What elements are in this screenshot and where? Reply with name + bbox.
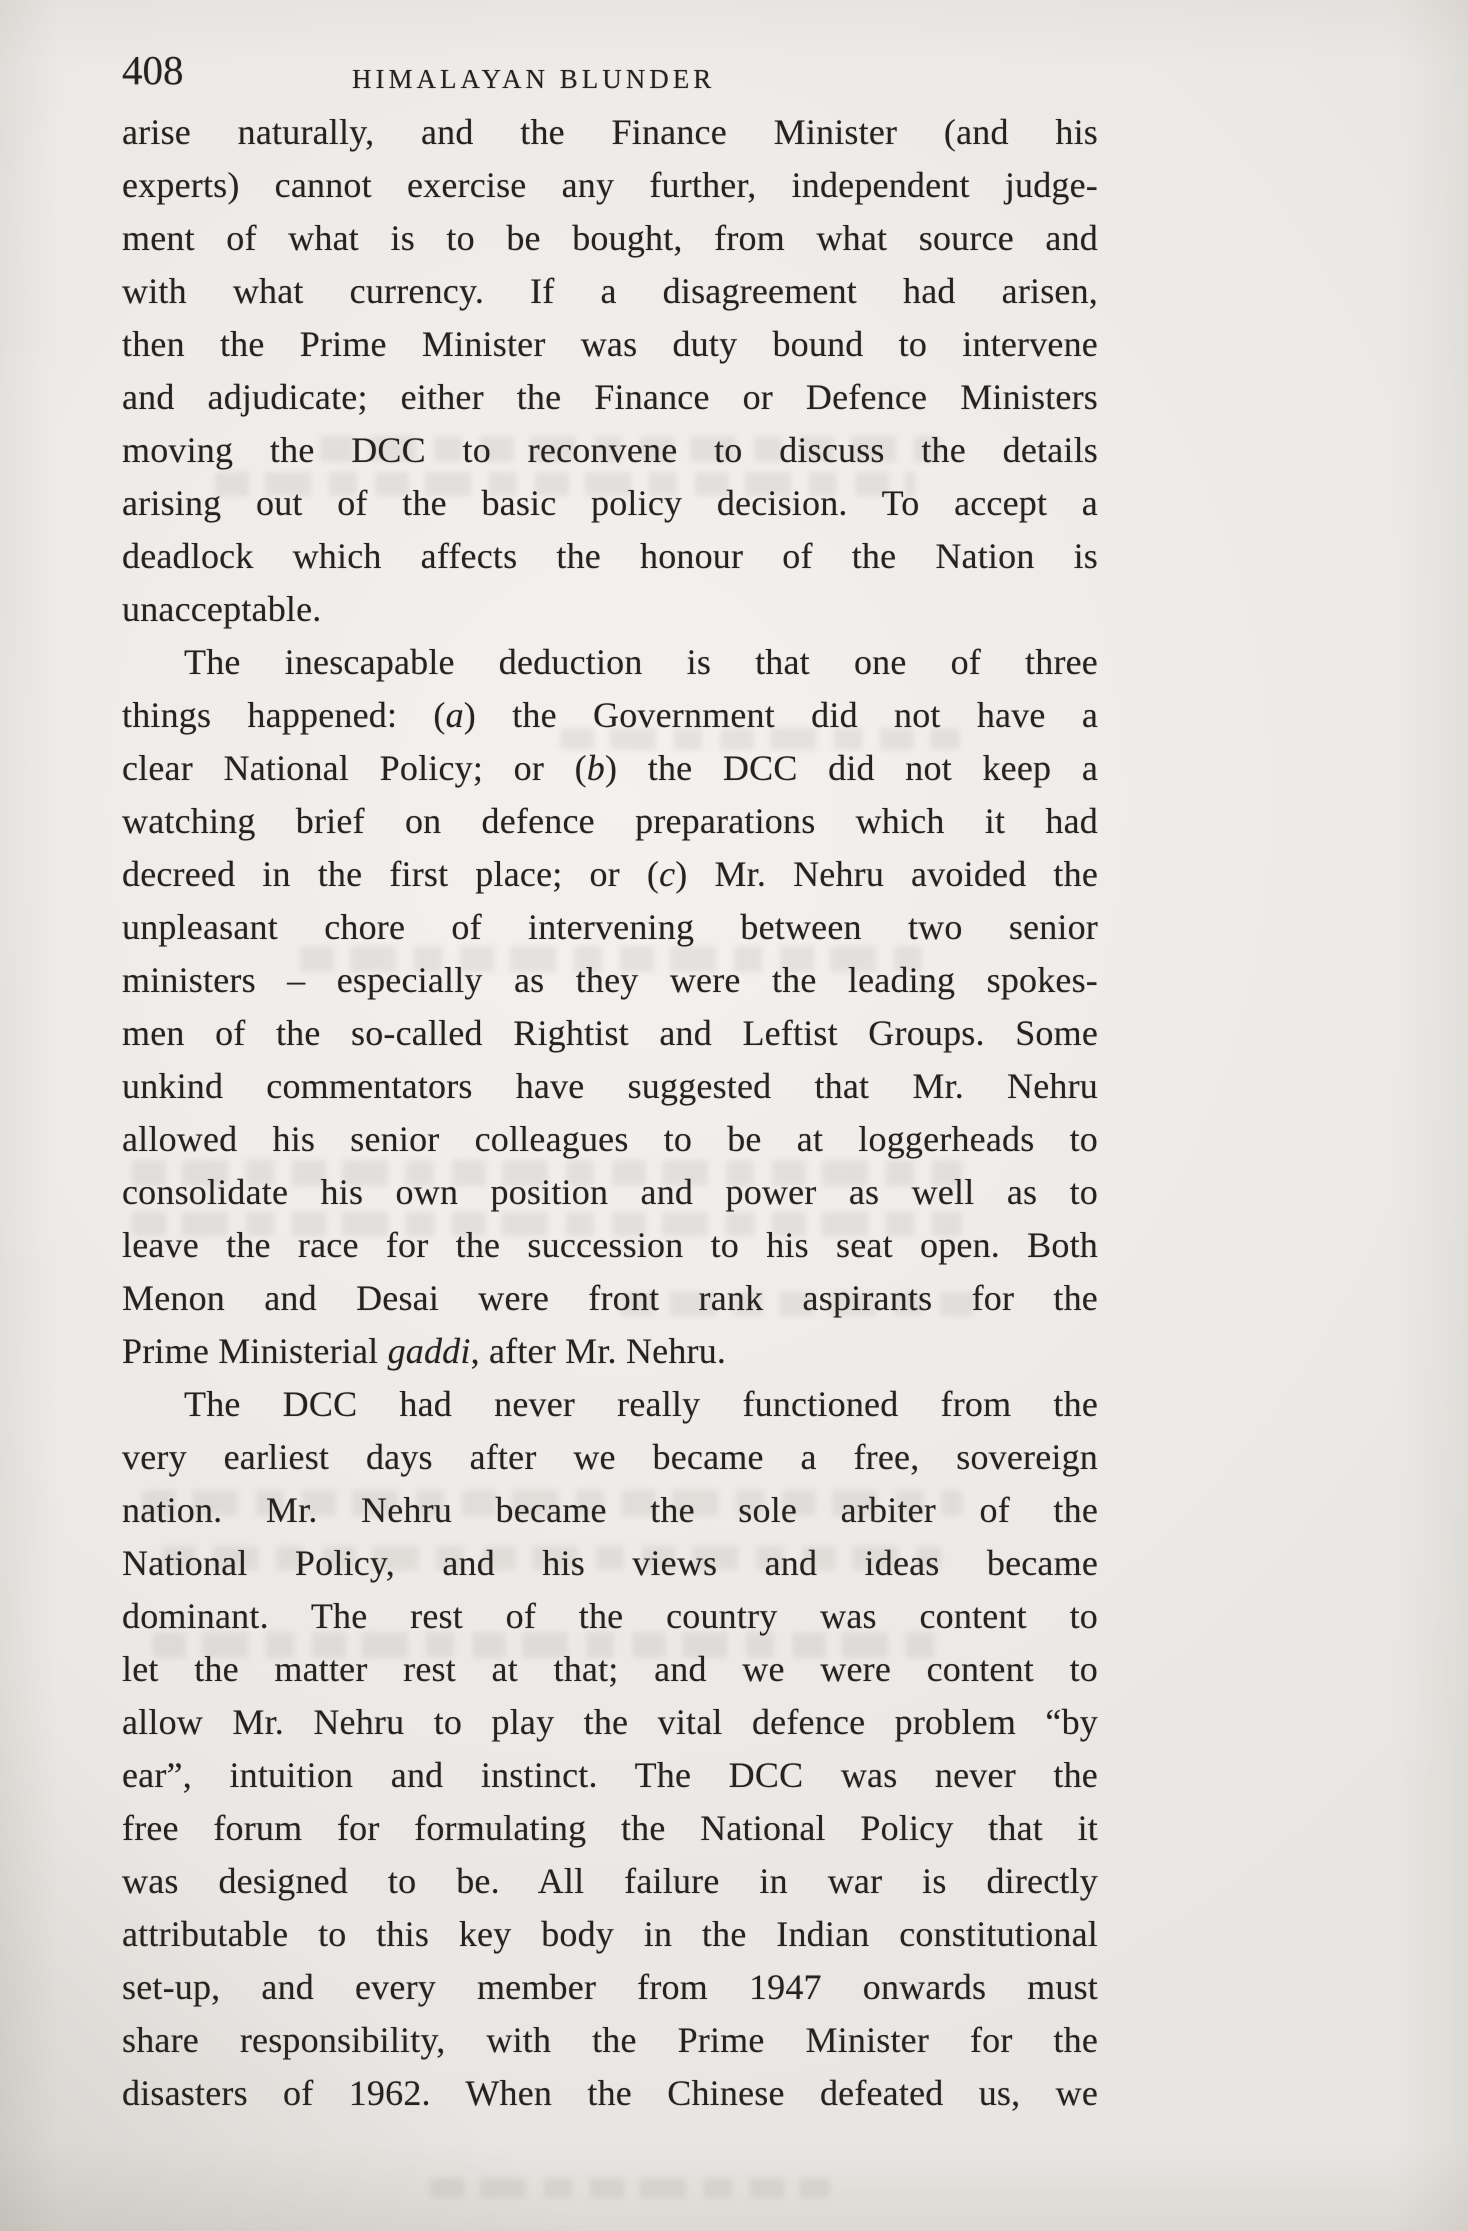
text-line: watching brief on defence preparations which it had [122, 801, 1098, 841]
text-line: set-up, and every member from 1947 onwards must [122, 1967, 1098, 2007]
text-line: nation. Mr. Nehru became the sole arbiter of the [122, 1490, 1098, 1530]
paragraph [122, 106, 1098, 636]
italic-text: b [586, 748, 605, 788]
text-segment: , after Mr. Nehru. [470, 1331, 727, 1371]
italic-text: gaddi [387, 1331, 471, 1371]
text-segment: clear National Policy; or ( [122, 748, 587, 788]
text-line: with what currency. If a disagreement had arisen, [122, 271, 1098, 311]
italic-text: a [445, 695, 464, 735]
text-line: experts) cannot exercise any further, independent judge- [122, 165, 1098, 205]
text-segment: Prime Ministerial [122, 1331, 388, 1371]
text-segment: things happened: ( [122, 695, 446, 735]
text-line: leave the race for the succession to his seat open. Both [122, 1225, 1098, 1265]
text-line: arise naturally, and the Finance Minister (and his [122, 112, 1098, 152]
text-line: dominant. The rest of the country was content to [122, 1596, 1098, 1636]
text-line: National Policy, and his views and ideas became [122, 1543, 1098, 1583]
text-line [122, 1325, 1098, 1378]
text-line [122, 689, 1098, 742]
text-line: moving the DCC to reconvene to discuss the details [122, 430, 1098, 470]
text-line: ment of what is to be bought, from what source and [122, 218, 1098, 258]
paragraph [122, 636, 1098, 1378]
text-line: unpleasant chore of intervening between two senior [122, 907, 1098, 947]
text-line: let the matter rest at that; and we were content to [122, 1649, 1098, 1689]
text-line [122, 848, 1098, 901]
body-text [122, 106, 1098, 2120]
text-line: unacceptable. [122, 589, 322, 629]
text-line: very earliest days after we became a free, sovereign [122, 1437, 1098, 1477]
text-line: then the Prime Minister was duty bound to intervene [122, 324, 1098, 364]
text-line: was designed to be. All failure in war is directly [122, 1861, 1098, 1901]
text-line: allowed his senior colleagues to be at loggerheads to [122, 1119, 1098, 1159]
text-segment: decreed in the first place; or ( [122, 854, 660, 894]
text-line: Menon and Desai were front rank aspirants for the [122, 1278, 1098, 1318]
text-line: disasters of 1962. When the Chinese defeated us, we [122, 2073, 1098, 2113]
text-line: ear”, intuition and instinct. The DCC was never the [122, 1755, 1098, 1795]
running-title: HIMALAYAN BLUNDER [352, 64, 716, 94]
text-segment: ) the DCC did not keep a [605, 748, 1098, 788]
paragraph [122, 1378, 1098, 2120]
text-line: unkind commentators have suggested that Mr. Nehru [122, 1066, 1098, 1106]
text-line: and adjudicate; either the Finance or Defence Ministers [122, 377, 1098, 417]
text-line: men of the so-called Rightist and Leftist Groups. Some [122, 1013, 1098, 1053]
text-line: share responsibility, with the Prime Minister for the [122, 2020, 1098, 2060]
page-number: 408 [122, 47, 184, 93]
page-bleedthrough [430, 2178, 830, 2198]
text-line: consolidate his own position and power as well as to [122, 1172, 1098, 1212]
text-line: free forum for formulating the National Policy that it [122, 1808, 1098, 1848]
text-line [122, 742, 1098, 795]
text-line: deadlock which affects the honour of the Nation is [122, 536, 1098, 576]
text-segment: ) the Government did not have a [463, 695, 1098, 735]
italic-text: c [659, 854, 676, 894]
text-line: attributable to this key body in the Indian constitutional [122, 1914, 1098, 1954]
text-line: The inescapable deduction is that one of three [184, 642, 1098, 682]
text-segment: ) Mr. Nehru avoided the [675, 854, 1098, 894]
text-line: The DCC had never really functioned from the [184, 1384, 1098, 1424]
text-line: allow Mr. Nehru to play the vital defence problem “by [122, 1702, 1098, 1742]
text-line: arising out of the basic policy decision. To accept a [122, 483, 1098, 523]
text-line: ministers – especially as they were the leading spokes- [122, 960, 1098, 1000]
